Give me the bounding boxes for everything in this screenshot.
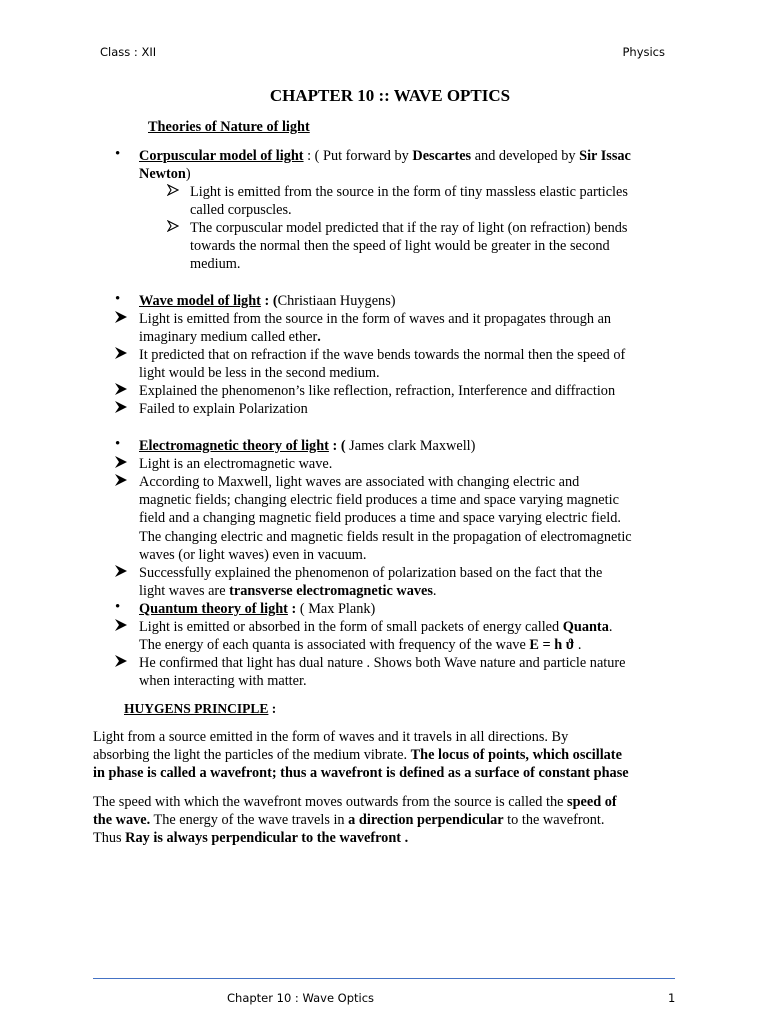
paragraph-text: Thus (93, 830, 126, 847)
list-item-text: transverse electromagnetic waves (229, 583, 433, 600)
list-item-line: magnetic fields; changing electric field produces a time and space varying magnetic (139, 492, 619, 509)
corpuscular-close: ) (185, 166, 191, 182)
huygens-paragraph-2 (93, 793, 693, 848)
arrow-bullet-icon (114, 382, 128, 396)
arrow-bullet-icon (114, 400, 128, 414)
newton-b: Newton (139, 166, 186, 182)
list-item-line: Successfully explained the phenomenon of polarization based on the fact that the (139, 565, 603, 581)
paragraph-text: the wave. (93, 812, 151, 829)
list-item-text: . (432, 583, 437, 600)
paragraph-text: to the wavefront. (503, 812, 605, 829)
arrow-bullet-icon (114, 654, 128, 668)
paragraph-text: speed of (567, 794, 617, 810)
list-item-line: Light is an electromagnetic wave. (139, 456, 333, 472)
energy-formula: E = h ϑ (529, 637, 575, 654)
list-item-text: light waves are (139, 583, 230, 600)
list-item (139, 564, 602, 600)
list-item-line: Light is emitted from the source in the form of tiny massless elastic particles (190, 184, 628, 200)
list-item-text: Quanta (562, 619, 609, 635)
list-item (190, 219, 627, 274)
list-item (190, 183, 628, 219)
list-item-line: when interacting with matter. (139, 673, 307, 690)
list-item-line: called corpuscles. (190, 202, 292, 219)
corpuscular-heading-line2 (139, 165, 191, 183)
list-item (139, 618, 612, 654)
wave-who: Christiaan Huygens) (277, 293, 396, 309)
list-item-line: medium. (190, 256, 241, 273)
footer-chapter: Chapter 10 : Wave Optics (227, 991, 375, 1005)
paragraph-text: The speed with which the wavefront moves outwards from the source is called the (93, 794, 568, 810)
list-item-line (139, 618, 612, 636)
corpuscular-heading-line (115, 146, 631, 165)
list-item-line (139, 582, 602, 600)
arrow-bullet-icon (114, 564, 128, 578)
wave-sep: : ( (260, 293, 278, 309)
list-item-line: It predicted that on refraction if the wave bends towards the normal then the speed of (139, 347, 626, 363)
list-item-text: The energy of each quanta is associated with frequency of the wave (139, 637, 530, 654)
list-item-line: The changing electric and magnetic fields result in the propagation of electromagnetic (139, 528, 632, 545)
list-item-line: Failed to explain Polarization (139, 401, 308, 417)
list-item (139, 346, 625, 382)
paragraph-text: a direction perpendicular (348, 812, 504, 829)
bullet-icon: • (115, 291, 121, 307)
corpuscular-heading: Corpuscular model of light (139, 148, 304, 164)
arrow-bullet-icon (114, 310, 128, 324)
corpuscular-intro-b: and developed by (471, 148, 580, 164)
paragraph-line: Light from a source emitted in the form of waves and it travels in all directions. By (93, 729, 569, 745)
arrow-bullet-icon (114, 473, 128, 487)
list-item-text: imaginary medium called ether (139, 329, 318, 346)
list-item-line: He confirmed that light has dual nature . Shows both Wave nature and particle nature (139, 655, 626, 671)
paragraph-line (93, 746, 693, 764)
paragraph-line (93, 764, 693, 782)
paragraph-text: absorbing the light the particles of the medium vibrate. (93, 747, 411, 764)
bullet-icon: • (115, 599, 121, 615)
paragraph-text: The locus of points, which oscillate (410, 747, 622, 764)
descartes: Descartes (412, 148, 472, 164)
corpuscular-intro: : ( Put forward by (303, 148, 413, 164)
list-item-text: . (608, 619, 613, 635)
arrow-bullet-icon (114, 455, 128, 469)
list-item-text: . (574, 637, 582, 654)
quantum-sep: : (287, 601, 300, 617)
huygens-paragraph-1 (93, 728, 693, 783)
paragraph-text: in phase is called a wavefront; thus a wavefront is defined as a surface of constant phase (93, 765, 629, 782)
em-sep: : ( (328, 438, 346, 454)
newton-a: Sir Issac (579, 148, 631, 164)
bullet-icon: • (115, 436, 121, 452)
list-item-line: The corpuscular model predicted that if the ray of light (on refraction) bends (190, 220, 628, 236)
paragraph-line (93, 829, 693, 847)
list-item (139, 455, 332, 473)
list-item-line (139, 636, 612, 654)
bullet-icon: • (115, 146, 121, 162)
paragraph-line (93, 811, 693, 829)
arrow-bullet-icon (114, 618, 128, 632)
em-heading-line (115, 436, 476, 455)
footer-divider (93, 978, 675, 979)
list-item-line: waves (or light waves) even in vacuum. (139, 546, 367, 563)
list-item-text: . (317, 329, 321, 346)
list-item-text: Light is emitted or absorbed in the form of small packets of energy called (139, 619, 563, 635)
list-item-line: Explained the phenomenon’s like reflection, refraction, Interference and diffraction (139, 383, 616, 399)
page-number: 1 (668, 991, 676, 1005)
list-item (139, 400, 308, 418)
section-subtitle: Theories of Nature of light (148, 119, 310, 135)
list-item-line: According to Maxwell, light waves are associated with changing electric and (139, 474, 580, 490)
wave-heading-line (115, 291, 396, 310)
paragraph-line (93, 793, 693, 811)
list-item (139, 382, 615, 400)
list-item-line: Light is emitted from the source in the form of waves and it propagates through an (139, 311, 612, 327)
chapter-title: CHAPTER 10 :: WAVE OPTICS (269, 86, 511, 105)
list-item (139, 473, 632, 564)
quantum-heading: Quantum theory of light (139, 601, 288, 617)
arrow-bullet-icon (167, 220, 179, 232)
list-item-line: light would be less in the second medium. (139, 365, 380, 382)
list-item (139, 654, 626, 690)
arrow-bullet-icon (114, 346, 128, 360)
list-item-line: field and a changing magnetic field produces a time and space varying electric field. (139, 510, 621, 527)
huygens-sep: : (268, 701, 277, 716)
paragraph-text: Ray is always perpendicular to the wavefront . (125, 830, 409, 847)
paragraph-text: The energy of the wave travels in (150, 812, 349, 829)
wave-heading: Wave model of light (139, 293, 261, 309)
em-heading: Electromagnetic theory of light (139, 438, 329, 454)
arrow-bullet-icon (167, 184, 179, 196)
huygens-heading-line (124, 700, 276, 718)
header-subject: Physics (622, 45, 665, 59)
huygens-heading: HUYGENS PRINCIPLE (124, 701, 269, 716)
quantum-heading-line (115, 599, 376, 618)
header-class: Class : XII (100, 45, 157, 59)
list-item-line (139, 328, 611, 346)
list-item (139, 310, 611, 346)
quantum-who: ( Max Plank) (299, 601, 376, 617)
em-who: James clark Maxwell) (345, 438, 476, 454)
list-item-line: towards the normal then the speed of light would be greater in the second (190, 238, 610, 255)
